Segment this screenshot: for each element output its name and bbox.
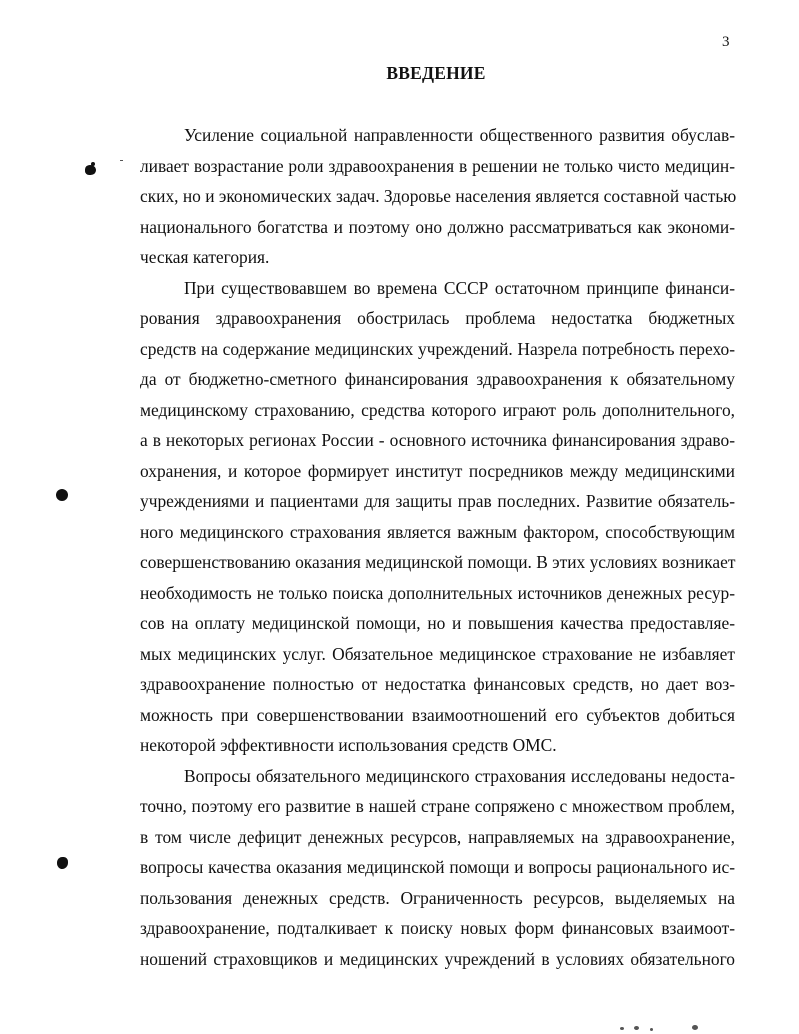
- text-line: вопросы качества оказания медицинской помощи и вопросы рационального ис-: [140, 857, 735, 877]
- text-line: учреждениями и пациентами для защиты прав последних. Развитие обязатель-: [140, 491, 735, 511]
- text-line: мых медицинских услуг. Обязательное медицинское страхование не избавляет: [140, 643, 735, 664]
- text-line: пользования денежных средств. Ограниченность ресурсов, выделяемых на: [140, 887, 735, 908]
- scan-speck: [634, 1026, 639, 1030]
- binder-hole-mark: [91, 162, 95, 166]
- text-line: можность при совершенствовании взаимоотношений его субъектов добиться: [140, 704, 735, 725]
- text-line: средств на содержание медицинских учреждений. Назрела потребность перехо-: [140, 338, 735, 359]
- text-line: ношений страховщиков и медицинских учреждений в условиях обязательного: [140, 948, 735, 969]
- text-line: сов на оплату медицинской помощи, но и повышения качества предоставляе-: [140, 613, 735, 633]
- text-line: ских, но и экономических задач. Здоровье населения является составной частью: [140, 186, 737, 206]
- text-line: ливает возрастание роли здравоохранения в решении не только чисто медицин-: [140, 155, 735, 176]
- scan-speck: [650, 1028, 653, 1031]
- text-line: ческая категория.: [140, 247, 270, 267]
- page-number: 3: [722, 34, 730, 50]
- text-line: необходимость не только поиска дополнительных источников денежных ресур-: [140, 582, 735, 603]
- text-line: Усиление социальной направленности общественного развития обуслав-: [184, 125, 735, 145]
- text-line: здравоохранение, подталкивает к поиску новых форм финансовых взаимоот-: [140, 918, 735, 938]
- text-line: национального богатства и поэтому оно должно рассматриваться как экономи-: [140, 216, 735, 237]
- text-line: да от бюджетно-сметного финансирования здравоохранения к обязательному: [140, 369, 735, 389]
- scan-speck: [120, 160, 123, 161]
- text-line: рования здравоохранения обострилась проблема недостатка бюджетных: [140, 308, 735, 328]
- body-text: [140, 120, 735, 974]
- section-heading: ВВЕДЕНИЕ: [386, 63, 486, 83]
- text-line: При существовавшем во времена СССР остаточном принципе финанси-: [184, 277, 735, 298]
- text-line: а в некоторых регионах России - основного источника финансирования здраво-: [140, 430, 735, 450]
- text-line: совершенствованию оказания медицинской помощи. В этих условиях возникает: [140, 552, 736, 572]
- text-line: охранения, и которое формирует институт посредников между медицинскими: [140, 460, 735, 481]
- text-line: Вопросы обязательного медицинского страхования исследованы недоста-: [184, 765, 735, 786]
- text-line: медицинскому страхованию, средства которого играют роль дополнительного,: [140, 399, 735, 420]
- scan-specks: [620, 1024, 710, 1032]
- binder-hole-mark: [85, 165, 96, 175]
- text-line: в том числе дефицит денежных ресурсов, направляемых на здравоохранение,: [140, 826, 735, 847]
- text-line: ного медицинского страхования является важным фактором, способствующим: [140, 521, 735, 542]
- binder-hole-mark: [56, 489, 68, 501]
- scan-speck: [620, 1027, 624, 1030]
- text-line: точно, поэтому его развитие в нашей стране сопряжено с множеством проблем,: [140, 796, 735, 816]
- text-line: здравоохранение полностью от недостатка финансовых средств, но дает воз-: [140, 674, 735, 694]
- binder-hole-mark: [57, 857, 68, 869]
- text-line: некоторой эффективности использования средств ОМС.: [140, 735, 557, 755]
- scan-speck: [692, 1025, 698, 1030]
